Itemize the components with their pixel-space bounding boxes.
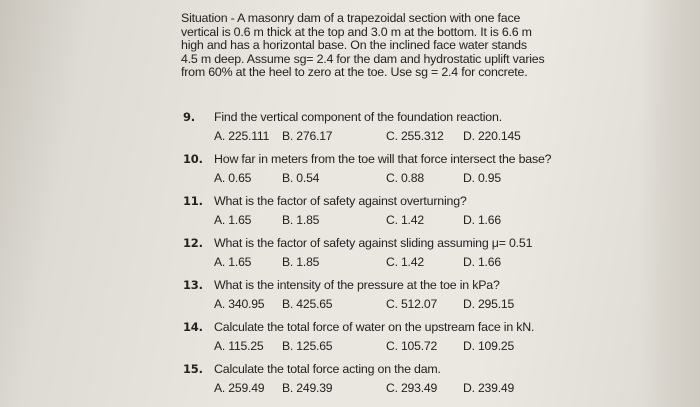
question-13 [183, 278, 553, 320]
option-c: C. 512.07 [386, 297, 438, 311]
situation-line: high and has a horizontal base. On the inclined face water stands [181, 38, 527, 53]
option-b: B. 249.39 [282, 381, 333, 395]
option-c: C. 105.72 [386, 339, 438, 353]
question-number: 13. [183, 278, 203, 292]
situation-paragraph [181, 11, 545, 80]
question-text: Calculate the total force acting on the dam. [214, 362, 441, 376]
option-a: A. 259.49 [214, 381, 265, 395]
question-number: 15. [183, 362, 203, 376]
option-d: D. 220.145 [463, 129, 521, 143]
question-stem [183, 320, 534, 334]
question-number: 9. [183, 110, 195, 124]
question-text: Calculate the total force of water on the upstream face in kN. [214, 320, 535, 334]
option-a: A. 1.65 [214, 213, 252, 227]
question-stem [183, 236, 532, 250]
option-d: D. 109.25 [463, 339, 515, 353]
option-a: A. 115.25 [214, 339, 264, 353]
option-a: A. 1.65 [214, 255, 252, 269]
question-15 [183, 362, 553, 404]
question-text: What is the intensity of the pressure at the toe in kPa? [214, 278, 500, 292]
question-number: 11. [183, 194, 203, 208]
option-b: B. 125.65 [282, 339, 333, 353]
question-12 [183, 236, 553, 278]
option-b: B. 276.17 [282, 129, 333, 143]
option-d: D. 0.95 [463, 171, 501, 185]
question-stem [183, 110, 502, 124]
option-c: C. 255.312 [386, 129, 444, 143]
question-text: Find the vertical component of the foundation reaction. [214, 110, 502, 124]
question-text: What is the factor of safety against sliding assuming μ= 0.51 [214, 236, 533, 250]
paper-edge-shadow [640, 0, 700, 407]
option-a: A. 0.65 [214, 171, 252, 185]
option-b: B. 1.85 [282, 213, 320, 227]
question-stem [183, 152, 551, 166]
option-c: C. 1.42 [386, 213, 424, 227]
question-9 [183, 110, 553, 152]
question-11 [183, 194, 553, 236]
question-number: 10. [183, 152, 203, 166]
question-text: What is the factor of safety against overturning? [214, 194, 467, 208]
question-number: 14. [183, 320, 203, 334]
option-d: D. 239.49 [463, 381, 515, 395]
question-list [183, 110, 553, 404]
question-stem [183, 278, 500, 292]
option-a: A. 340.95 [214, 297, 265, 311]
situation-line: from 60% at the heel to zero at the toe. Use sg = 2.4 for concrete. [181, 65, 528, 80]
option-b: B. 0.54 [282, 171, 320, 185]
situation-line: Situation - A masonry dam of a trapezoidal section with one face [181, 11, 521, 25]
question-number: 12. [183, 236, 203, 250]
option-d: D. 1.66 [463, 255, 501, 269]
option-a: A. 225.111 [214, 129, 270, 143]
option-c: C. 1.42 [386, 255, 424, 269]
option-c: C. 293.49 [386, 381, 438, 395]
option-d: D. 1.66 [463, 213, 501, 227]
option-c: C. 0.88 [386, 171, 424, 185]
question-stem [183, 362, 441, 376]
question-stem [183, 194, 467, 208]
question-10 [183, 152, 553, 194]
question-14 [183, 320, 553, 362]
question-text: How far in meters from the toe will that force intersect the base? [214, 152, 552, 166]
situation-line: 4.5 m deep. Assume sg= 2.4 for the dam and hydrostatic uplift varies [181, 51, 545, 66]
situation-line: vertical is 0.6 m thick at the top and 3.0 m at the bottom. It is 6.6 m [181, 24, 532, 39]
option-d: D. 295.15 [463, 297, 515, 311]
option-b: B. 1.85 [282, 255, 320, 269]
option-b: B. 425.65 [282, 297, 333, 311]
